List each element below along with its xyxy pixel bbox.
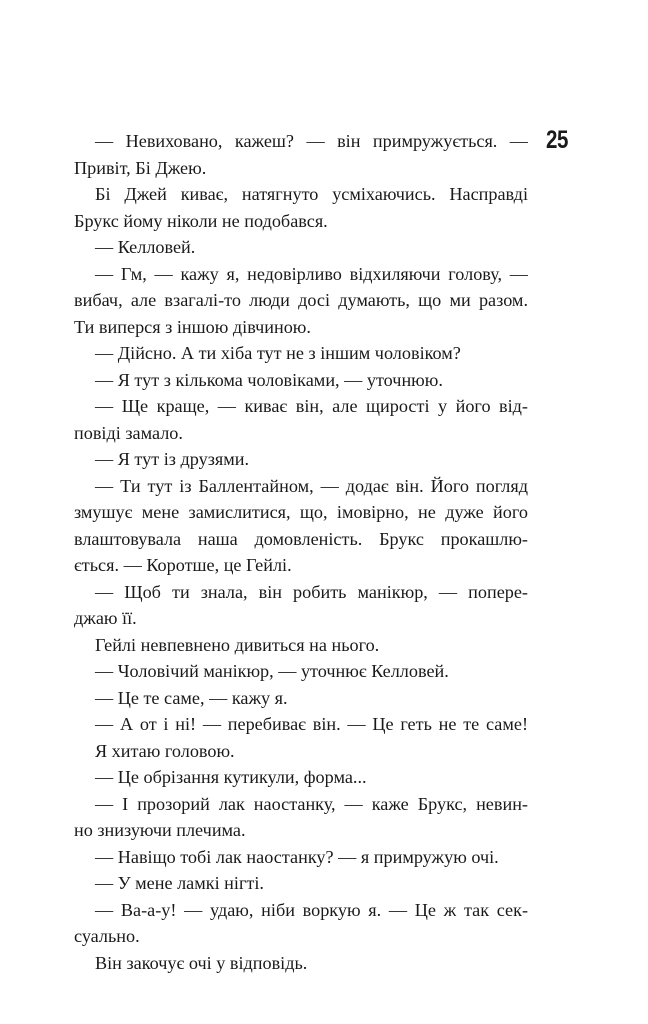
text-line: Ти виперся з іншою дівчиною. bbox=[74, 316, 311, 337]
text-line: — Щоб ти знала, він робить манікюр, — попере- bbox=[95, 581, 528, 602]
text-line: — Чоловічий манікюр, — уточнює Келловей. bbox=[95, 661, 449, 681]
text-line: Я хитаю головою. bbox=[95, 740, 235, 761]
text-line: влаштовувала наша домовленість. Брукс прокашлю- bbox=[74, 528, 528, 549]
text-line: — Це те саме, — кажу я. bbox=[95, 687, 288, 708]
body-text bbox=[74, 128, 528, 976]
text-line: джаю її. bbox=[74, 608, 137, 628]
text-line: повіді замало. bbox=[74, 422, 183, 443]
page-number: 25 bbox=[546, 126, 568, 154]
text-line: — Дійсно. А ти хіба тут не з іншим чоловіком? bbox=[95, 343, 461, 363]
text-line: ється. — Коротше, це Гейлі. bbox=[74, 555, 292, 575]
text-line: — Я тут із друзями. bbox=[95, 449, 250, 469]
text-line: — Келловей. bbox=[95, 237, 196, 257]
text-line: — Ти тут із Баллентайном, — додає він. Його погляд bbox=[95, 475, 528, 496]
text-line: — Навіщо тобі лак наостанку? — я примружую очі. bbox=[95, 846, 499, 867]
text-line: — У мене ламкі нігті. bbox=[95, 873, 264, 893]
text-line: но знизуючи плечима. bbox=[74, 820, 246, 840]
text-line: Бі Джей киває, натягнуто усміхаючись. Насправді bbox=[95, 184, 528, 204]
text-line: змушує мене замислитися, що, імовірно, не дуже його bbox=[74, 502, 528, 522]
text-line: — Ва-а-у! — удаю, ніби воркую я. — Це ж так сек- bbox=[95, 899, 528, 920]
text-line: — Невиховано, кажеш? — він примружується. — bbox=[95, 131, 528, 151]
text-line: Він закочує очі у відповідь. bbox=[95, 952, 308, 973]
text-line: — А от і ні! — перебиває він. — Це геть не те саме! bbox=[95, 714, 528, 734]
text-line: суально. bbox=[74, 926, 140, 946]
text-line: — Це обрізання кутикули, форма... bbox=[95, 767, 367, 787]
text-line: — І прозорий лак наостанку, — каже Брукс, невин- bbox=[95, 793, 528, 814]
text-line: — Гм, — кажу я, недовірливо відхиляючи голову, — bbox=[95, 263, 528, 284]
text-line: Гейлі невпевнено дивиться на нього. bbox=[95, 634, 380, 655]
text-line: Брукс йому ніколи не подобався. bbox=[74, 210, 328, 231]
text-line: Привіт, Бі Джею. bbox=[74, 157, 207, 178]
text-line: вибач, але взагалі-то люди досі думають, що ми разом. bbox=[74, 290, 528, 310]
text-line: — Ще краще, — киває він, але щирості у його від- bbox=[95, 396, 528, 416]
text-line: — Я тут з кількома чоловіками, — уточнюю. bbox=[95, 369, 443, 390]
